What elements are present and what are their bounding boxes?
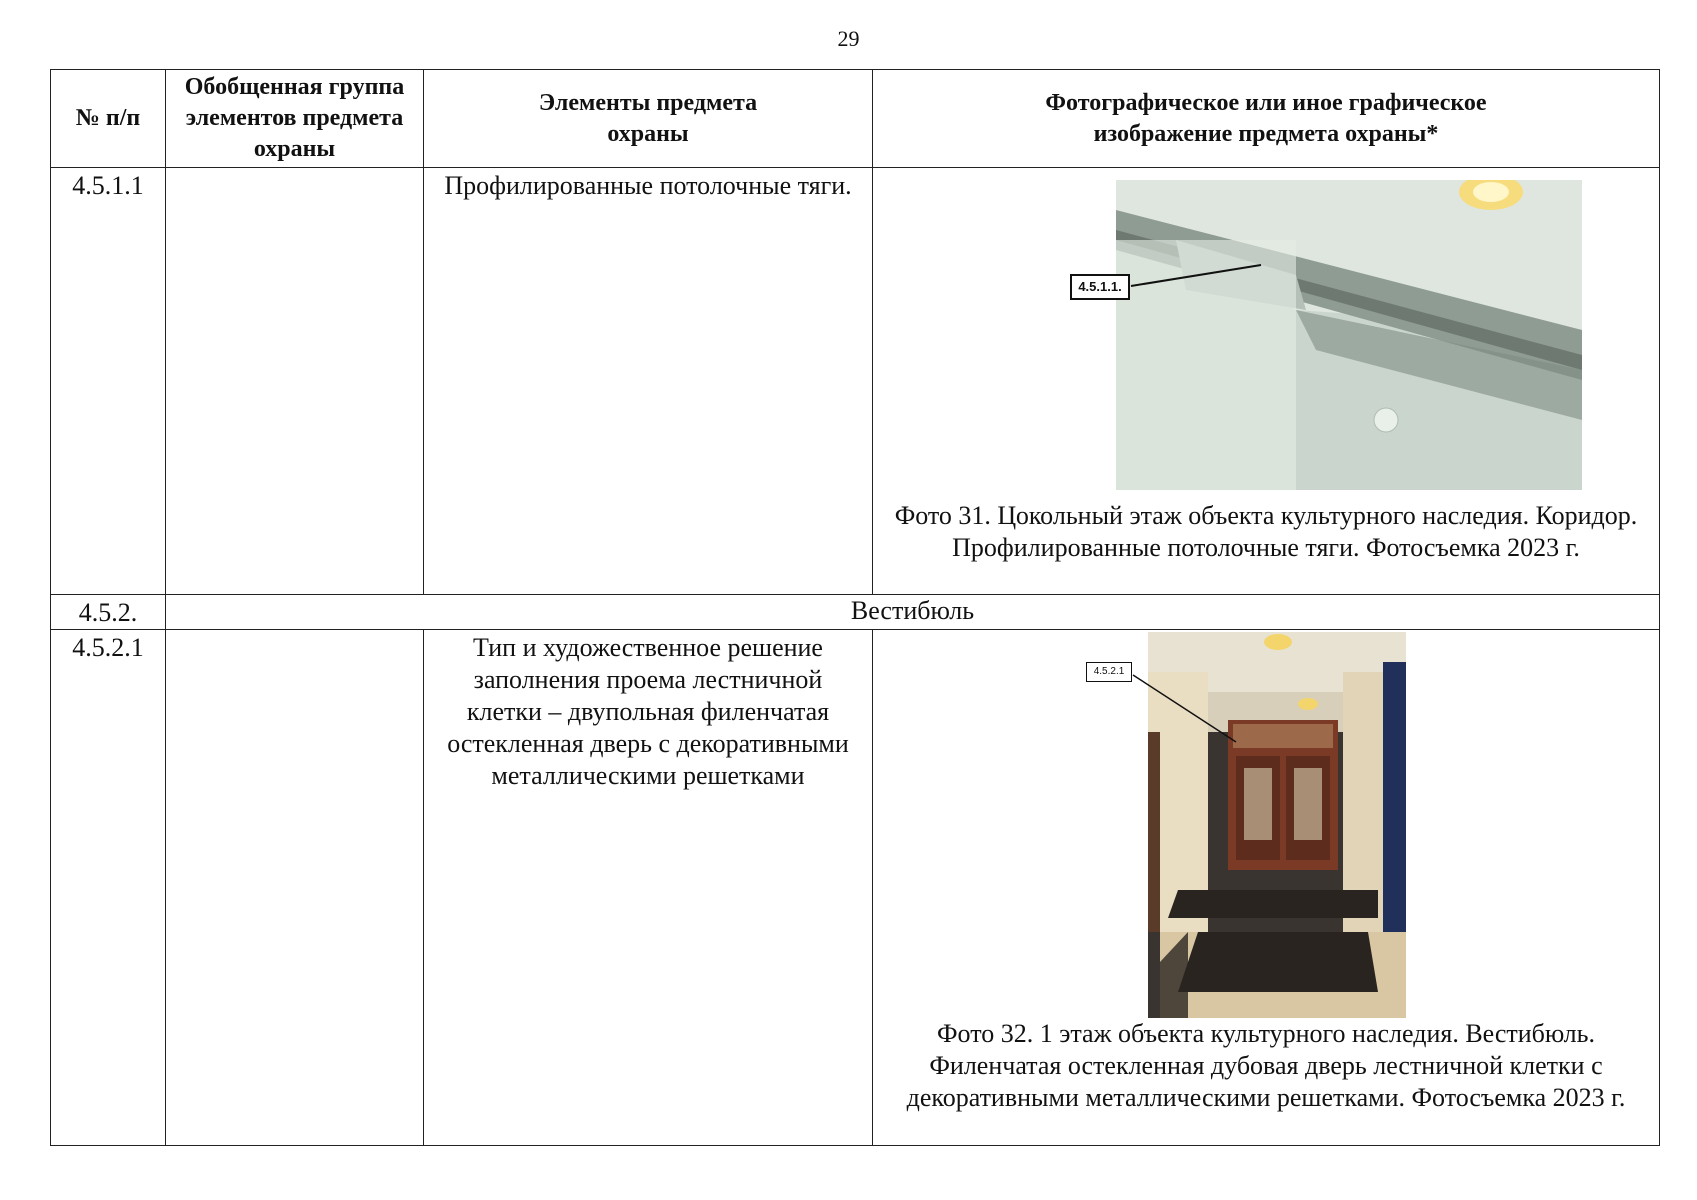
- photo-cell: [873, 168, 1660, 595]
- photo-31-image: [916, 180, 1616, 490]
- photo-31-caption: Фото 31. Цокольный этаж объекта культурного наследия. Коридор. Профилированные потолочные тяги. Фотосъемка 2023 г.: [894, 501, 1638, 562]
- row-number: 4.5.1.1: [51, 168, 166, 595]
- header-image: Фотографическое или иное графическое изображение предмета охраны*: [873, 70, 1660, 168]
- table-header-row: [51, 70, 1660, 168]
- row-element: Тип и художественное решение заполнения проема лестничной клетки – двупольная филенчатая остекленная дверь с декоративными металлическими решетками: [424, 630, 873, 1146]
- section-number: 4.5.2.: [51, 595, 166, 630]
- photo-31-callout: 4.5.1.1.: [1070, 274, 1130, 300]
- photo-32-image: [1078, 632, 1408, 1018]
- table-row: [51, 168, 1660, 595]
- photo-32-caption: Фото 32. 1 этаж объекта культурного наследия. Вестибюль. Филенчатая остекленная дубовая дверь лестничной клетки с декоративными металлическими решетками. Фотосъемка 2023 г.: [906, 1019, 1626, 1112]
- section-title: Вестибюль: [166, 595, 1660, 630]
- page-number: 29: [837, 26, 860, 51]
- table-section-row: [51, 595, 1660, 630]
- header-elements: Элементы предмета охраны: [424, 70, 873, 168]
- photo-32-callout: 4.5.2.1: [1086, 662, 1132, 682]
- header-group: Обобщенная группа элементов предмета охраны: [166, 70, 424, 168]
- row-element: Профилированные потолочные тяги.: [424, 168, 873, 595]
- photo-32-container: [1078, 632, 1408, 1018]
- header-number: № п/п: [51, 70, 166, 168]
- photo-31-container: [916, 180, 1616, 490]
- row-group: [166, 168, 424, 595]
- photo-cell: [873, 630, 1660, 1146]
- row-number: 4.5.2.1: [51, 630, 166, 1146]
- heritage-elements-table: [50, 69, 1660, 1146]
- row-group: [166, 630, 424, 1146]
- table-row: [51, 630, 1660, 1146]
